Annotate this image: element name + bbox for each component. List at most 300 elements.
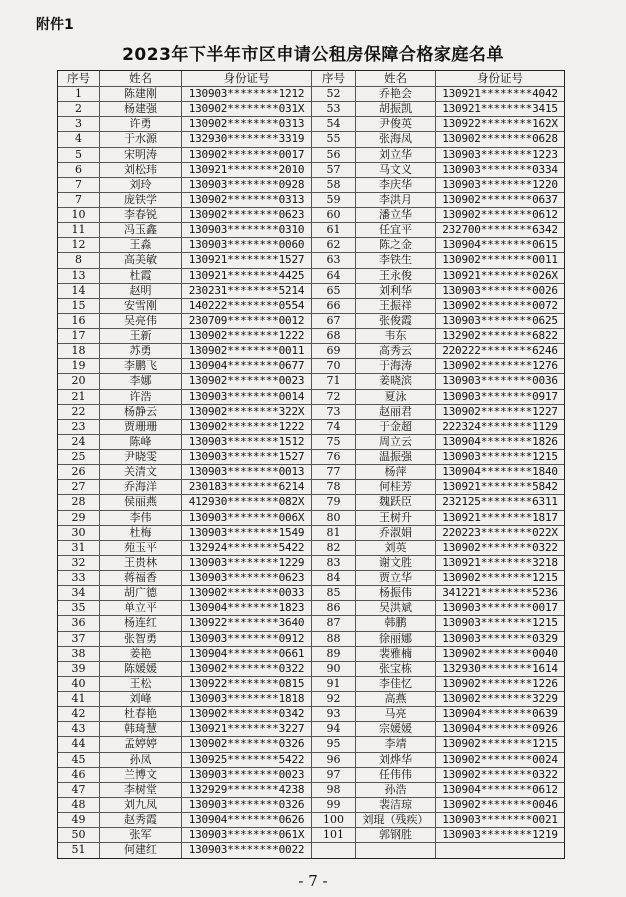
seq-cell: 13	[58, 269, 100, 283]
seq-cell: 21	[58, 390, 100, 404]
id-cell: 130903********1818	[182, 692, 312, 706]
header-id-left: 身份证号	[182, 71, 312, 86]
seq-cell: 41	[58, 692, 100, 706]
seq-cell: 55	[312, 132, 356, 146]
id-cell: 220223********022X	[442, 525, 558, 539]
table-row	[58, 465, 564, 480]
id-cell	[436, 843, 564, 858]
name-cell: 王树升	[356, 511, 436, 525]
id-cell: 232700********6342	[442, 223, 558, 237]
seq-cell: 51	[58, 843, 100, 858]
id-cell: 130903********0036	[442, 374, 558, 388]
table-row	[58, 163, 564, 178]
seq-cell: 6	[58, 163, 100, 177]
header-id-right: 身份证号	[477, 71, 523, 85]
seq-cell: 69	[312, 344, 356, 358]
id-cell: 130902********1222	[182, 420, 312, 434]
seq-cell: 26	[58, 465, 100, 479]
seq-cell: 94	[312, 722, 356, 736]
seq-cell: 56	[312, 148, 356, 162]
seq-cell: 78	[312, 480, 356, 494]
id-cell: 130904********1826	[442, 434, 558, 448]
table-row	[58, 783, 564, 798]
name-cell: 吴洪斌	[356, 601, 436, 615]
id-cell: 130921********026X	[442, 268, 558, 282]
table-header-row	[58, 71, 564, 87]
name-cell: 侯丽燕	[100, 495, 182, 509]
name-cell: 兰博文	[100, 768, 182, 782]
seq-cell: 100	[312, 813, 356, 827]
id-cell: 130903********1223	[442, 147, 558, 161]
seq-cell: 37	[58, 632, 100, 646]
name-cell: 于金超	[356, 420, 436, 434]
seq-cell: 14	[58, 284, 100, 298]
seq-cell: 58	[312, 178, 356, 192]
id-cell: 130904********1840	[442, 465, 558, 479]
name-cell: 郭钢胜	[356, 828, 436, 842]
id-cell: 130921********1817	[442, 510, 558, 524]
id-cell: 130925********5422	[182, 753, 312, 767]
id-cell: 130902********0628	[442, 132, 558, 146]
seq-cell: 8	[58, 253, 100, 267]
id-cell: 130902********1226	[442, 676, 558, 690]
name-cell: 任宜平	[356, 223, 436, 237]
name-cell: 张军	[100, 828, 182, 842]
table-row	[58, 737, 564, 752]
name-cell: 于水源	[100, 132, 182, 146]
name-cell: 赵明	[100, 284, 182, 298]
name-cell: 高美敏	[100, 253, 182, 267]
seq-cell: 89	[312, 647, 356, 661]
id-cell: 130902********0033	[182, 586, 312, 600]
name-cell: 姜晓滨	[356, 374, 436, 388]
seq-cell: 71	[312, 374, 356, 388]
name-cell: 乔艳会	[356, 87, 436, 101]
name-cell: 许浩	[100, 390, 182, 404]
name-cell: 苑玉平	[100, 541, 182, 555]
seq-cell: 88	[312, 632, 356, 646]
name-cell: 冯玉鑫	[100, 223, 182, 237]
seq-cell: 59	[312, 193, 356, 207]
id-cell: 130904********0661	[182, 647, 312, 661]
id-cell: 412930********082X	[182, 495, 312, 509]
id-cell: 130903********0060	[182, 238, 312, 252]
table-row	[58, 541, 564, 556]
name-cell: 夏泳	[356, 390, 436, 404]
id-cell: 130903********0013	[182, 465, 312, 479]
name-cell: 刘立华	[356, 148, 436, 162]
id-cell: 130921********3227	[182, 722, 312, 736]
id-cell: 130904********0677	[182, 359, 312, 373]
id-cell: 130904********0926	[442, 722, 558, 736]
name-cell: 陈之金	[356, 238, 436, 252]
id-cell: 130902********0011	[442, 253, 558, 267]
seq-cell: 44	[58, 737, 100, 751]
id-cell: 130903********0021	[442, 813, 558, 826]
name-cell: 刘利华	[356, 284, 436, 298]
name-cell: 于海涛	[356, 359, 436, 373]
page-number: - 7 -	[298, 872, 328, 890]
seq-cell: 20	[58, 374, 100, 388]
name-cell: 单立平	[100, 601, 182, 615]
id-cell: 130904********0615	[442, 238, 558, 252]
id-cell: 130903********0022	[182, 843, 312, 858]
name-cell: 李洪月	[356, 193, 436, 207]
seq-cell: 48	[58, 798, 100, 812]
table-row	[58, 329, 564, 344]
name-cell: 王贵林	[100, 556, 182, 570]
table-row	[58, 299, 564, 314]
table-row	[58, 768, 564, 783]
seq-cell: 2	[58, 102, 100, 116]
name-cell: 李娜	[100, 374, 182, 388]
name-cell: 赵丽君	[356, 405, 436, 419]
name-cell: 魏跃臣	[356, 495, 436, 509]
name-cell	[356, 843, 436, 858]
id-cell: 130903********006X	[182, 511, 312, 525]
seq-cell: 80	[312, 511, 356, 525]
table-row	[58, 616, 564, 631]
id-cell: 222324********1129	[442, 419, 558, 433]
table-row	[58, 223, 564, 238]
table-row	[58, 132, 564, 147]
name-cell: 杜梅	[100, 526, 182, 540]
seq-cell: 42	[58, 707, 100, 721]
name-cell: 刘烨华	[356, 753, 436, 767]
seq-cell: 3	[58, 117, 100, 131]
id-cell: 130904********0612	[442, 782, 558, 796]
name-cell: 王永俊	[356, 269, 436, 283]
id-cell: 130902********0017	[182, 148, 312, 162]
table-row	[58, 601, 564, 616]
table-row	[58, 420, 564, 435]
id-cell: 220222********6246	[442, 344, 558, 358]
seq-cell: 96	[312, 753, 356, 767]
seq-cell: 7	[58, 193, 100, 207]
name-cell: 李铁生	[356, 253, 436, 267]
name-cell: 李伟	[100, 511, 182, 525]
name-cell: 刘玲	[100, 178, 182, 192]
name-cell: 张海凤	[356, 132, 436, 146]
table-row	[58, 753, 564, 768]
name-cell: 刘英	[356, 541, 436, 555]
seq-cell: 32	[58, 556, 100, 570]
name-cell: 裴洁琼	[356, 798, 436, 812]
name-cell: 乔淑娟	[356, 526, 436, 540]
table-row	[58, 253, 564, 268]
id-cell: 130902********0023	[182, 374, 312, 388]
id-cell: 130903********1220	[442, 177, 558, 191]
table-row	[58, 798, 564, 813]
name-cell: 韩鹏	[356, 616, 436, 630]
table-row	[58, 813, 564, 828]
id-cell: 130921********5842	[442, 480, 558, 494]
seq-cell: 24	[58, 435, 100, 449]
name-cell: 裴雅楠	[356, 647, 436, 661]
id-cell: 130902********322X	[182, 405, 312, 419]
name-cell: 李树堂	[100, 783, 182, 797]
id-cell: 130902********0612	[442, 208, 558, 221]
id-cell: 130902********0072	[442, 298, 558, 312]
id-cell: 130902********1276	[442, 359, 558, 373]
table-row	[58, 374, 564, 389]
id-cell: 130903********1212	[182, 87, 312, 101]
table-row	[58, 677, 564, 692]
seq-cell: 95	[312, 737, 356, 751]
header-seq-left: 序号	[58, 71, 100, 86]
id-cell: 130902********0040	[442, 646, 558, 660]
name-cell: 任伟伟	[356, 768, 436, 782]
table-row	[58, 238, 564, 253]
table-row	[58, 586, 564, 601]
id-cell: 130904********1823	[182, 601, 312, 615]
eligible-families-table	[57, 70, 565, 859]
seq-cell: 82	[312, 541, 356, 555]
id-cell: 130902********0326	[182, 737, 312, 751]
seq-cell: 77	[312, 465, 356, 479]
seq-cell: 73	[312, 405, 356, 419]
id-cell: 130921********2010	[182, 163, 312, 177]
seq-cell: 76	[312, 450, 356, 464]
name-cell: 宗媛媛	[356, 722, 436, 736]
id-cell: 132930********1614	[442, 661, 558, 675]
seq-cell: 57	[312, 163, 356, 177]
seq-cell: 50	[58, 828, 100, 842]
name-cell: 胡振凯	[356, 102, 436, 116]
table-row	[58, 435, 564, 450]
table-row	[58, 450, 564, 465]
id-cell: 132930********3319	[182, 132, 312, 146]
id-cell: 130902********0313	[182, 117, 312, 131]
name-cell: 姜艳	[100, 647, 182, 661]
seq-cell: 72	[312, 390, 356, 404]
id-cell: 130903********1549	[182, 526, 312, 540]
seq-cell: 12	[58, 238, 100, 252]
name-cell: 温振强	[356, 450, 436, 464]
seq-cell	[312, 843, 356, 858]
name-cell: 李鹏飞	[100, 359, 182, 373]
seq-cell: 18	[58, 344, 100, 358]
table-row	[58, 344, 564, 359]
seq-cell: 40	[58, 677, 100, 691]
seq-cell: 23	[58, 420, 100, 434]
seq-cell: 97	[312, 768, 356, 782]
seq-cell: 7	[58, 178, 100, 192]
seq-cell: 4	[58, 132, 100, 146]
seq-cell: 92	[312, 692, 356, 706]
table-row	[58, 722, 564, 737]
name-cell: 王新	[100, 329, 182, 343]
id-cell: 130921********3415	[442, 102, 558, 116]
seq-cell: 25	[58, 450, 100, 464]
name-cell: 杨振伟	[356, 586, 436, 600]
seq-cell: 29	[58, 511, 100, 525]
id-cell: 130902********031X	[182, 102, 312, 116]
name-cell: 尹晓雯	[100, 450, 182, 464]
name-cell: 刘九凤	[100, 798, 182, 812]
seq-cell: 45	[58, 753, 100, 767]
id-cell: 130922********162X	[442, 117, 558, 131]
table-row	[58, 87, 564, 102]
id-cell: 230231********5214	[182, 284, 312, 298]
id-cell: 132929********4238	[182, 783, 312, 797]
seq-cell: 90	[312, 662, 356, 676]
seq-cell: 79	[312, 495, 356, 509]
seq-cell: 1	[58, 87, 100, 101]
id-cell: 130903********0329	[442, 631, 558, 645]
name-cell: 尹俊英	[356, 117, 436, 131]
id-cell: 130902********0637	[442, 192, 558, 206]
seq-cell: 34	[58, 586, 100, 600]
name-cell: 陈峰	[100, 435, 182, 449]
name-cell: 高秀云	[356, 344, 436, 358]
seq-cell: 65	[312, 284, 356, 298]
id-cell: 130903********1215	[442, 450, 558, 463]
id-cell: 130902********1215	[442, 571, 558, 584]
seq-cell: 54	[312, 117, 356, 131]
name-cell: 王淼	[100, 238, 182, 252]
id-cell: 130903********1219	[442, 828, 558, 842]
table-row	[58, 208, 564, 223]
id-cell: 130903********0334	[442, 162, 558, 176]
name-cell: 胡广德	[100, 586, 182, 600]
seq-cell: 39	[58, 662, 100, 676]
table-row	[58, 405, 564, 420]
id-cell: 130903********1229	[182, 556, 312, 570]
table-row	[58, 632, 564, 647]
table-row	[58, 178, 564, 193]
table-row	[58, 148, 564, 163]
seq-cell: 87	[312, 616, 356, 630]
name-cell: 杜春艳	[100, 707, 182, 721]
seq-cell: 101	[312, 828, 356, 842]
name-cell: 何桂芳	[356, 480, 436, 494]
id-cell: 130921********3218	[442, 555, 558, 569]
name-cell: 杨萍	[356, 465, 436, 479]
seq-cell: 19	[58, 359, 100, 373]
seq-cell: 70	[312, 359, 356, 373]
id-cell: 130903********0023	[182, 768, 312, 782]
name-cell: 徐丽娜	[356, 632, 436, 646]
id-cell: 130903********1215	[442, 616, 558, 630]
name-cell: 贾珊珊	[100, 420, 182, 434]
id-cell: 130922********0815	[182, 677, 312, 691]
name-cell: 刘琨（残疾）	[356, 813, 436, 827]
table-row	[58, 284, 564, 299]
seq-cell: 63	[312, 253, 356, 267]
id-cell: 130902********0342	[182, 707, 312, 721]
seq-cell: 46	[58, 768, 100, 782]
seq-cell: 49	[58, 813, 100, 827]
table-row	[58, 843, 564, 858]
id-cell: 130902********0322	[182, 662, 312, 676]
name-cell: 高燕	[356, 692, 436, 706]
id-cell: 130902********1215	[442, 737, 558, 751]
id-cell: 130902********0046	[442, 797, 558, 811]
seq-cell: 47	[58, 783, 100, 797]
name-cell: 潘立华	[356, 208, 436, 222]
seq-cell: 31	[58, 541, 100, 555]
id-cell: 130921********4042	[442, 87, 558, 100]
name-cell: 马文义	[356, 163, 436, 177]
name-cell: 安雪刚	[100, 299, 182, 313]
name-cell: 许勇	[100, 117, 182, 131]
name-cell: 乔海洋	[100, 480, 182, 494]
name-cell: 杨连红	[100, 616, 182, 630]
id-cell: 130902********1222	[182, 329, 312, 343]
seq-cell: 28	[58, 495, 100, 509]
name-cell: 韦东	[356, 329, 436, 343]
table-row	[58, 390, 564, 405]
name-cell: 李佳忆	[356, 677, 436, 691]
seq-cell: 35	[58, 601, 100, 615]
seq-cell: 68	[312, 329, 356, 343]
name-cell: 何建红	[100, 843, 182, 858]
table-row	[58, 692, 564, 707]
seq-cell: 99	[312, 798, 356, 812]
seq-cell: 16	[58, 314, 100, 328]
seq-cell: 17	[58, 329, 100, 343]
name-cell: 杨静云	[100, 405, 182, 419]
id-cell: 130903********0026	[442, 283, 558, 297]
id-cell: 130921********1527	[182, 253, 312, 267]
seq-cell: 67	[312, 314, 356, 328]
seq-cell: 62	[312, 238, 356, 252]
seq-cell: 61	[312, 223, 356, 237]
id-cell: 130904********0639	[442, 707, 558, 721]
name-cell: 杜霞	[100, 269, 182, 283]
id-cell: 341221********5236	[442, 586, 558, 600]
id-cell: 130902********0024	[442, 752, 558, 766]
seq-cell: 83	[312, 556, 356, 570]
name-cell: 贾立华	[356, 571, 436, 585]
id-cell: 130922********3640	[182, 616, 312, 630]
seq-cell: 11	[58, 223, 100, 237]
name-cell: 苏勇	[100, 344, 182, 358]
table-row	[58, 556, 564, 571]
name-cell: 陈媛媛	[100, 662, 182, 676]
table-row	[58, 647, 564, 662]
name-cell: 赵秀霞	[100, 813, 182, 827]
seq-cell: 81	[312, 526, 356, 540]
id-cell: 232125********6311	[442, 495, 558, 509]
id-cell: 230709********0012	[182, 314, 312, 328]
table-row	[58, 193, 564, 208]
name-cell: 吴亮伟	[100, 314, 182, 328]
id-cell: 130903********061X	[182, 828, 312, 842]
id-cell: 130902********0011	[182, 344, 312, 358]
id-cell: 130903********0625	[442, 313, 558, 327]
table-row	[58, 314, 564, 329]
id-cell: 130903********1527	[182, 450, 312, 464]
name-cell: 孙凤	[100, 753, 182, 767]
id-cell: 130902********3229	[442, 692, 558, 705]
table-row	[58, 828, 564, 843]
seq-cell: 85	[312, 586, 356, 600]
seq-cell: 93	[312, 707, 356, 721]
seq-cell: 91	[312, 677, 356, 691]
seq-cell: 74	[312, 420, 356, 434]
id-cell: 130903********0623	[182, 571, 312, 585]
id-cell: 130902********1227	[442, 404, 558, 418]
name-cell: 刘松玮	[100, 163, 182, 177]
attachment-label: 附件1	[36, 17, 74, 33]
seq-cell: 38	[58, 647, 100, 661]
id-cell: 132902********6822	[442, 329, 558, 342]
table-row	[58, 117, 564, 132]
id-cell: 130904********0626	[182, 813, 312, 827]
id-cell: 130902********0313	[182, 193, 312, 207]
